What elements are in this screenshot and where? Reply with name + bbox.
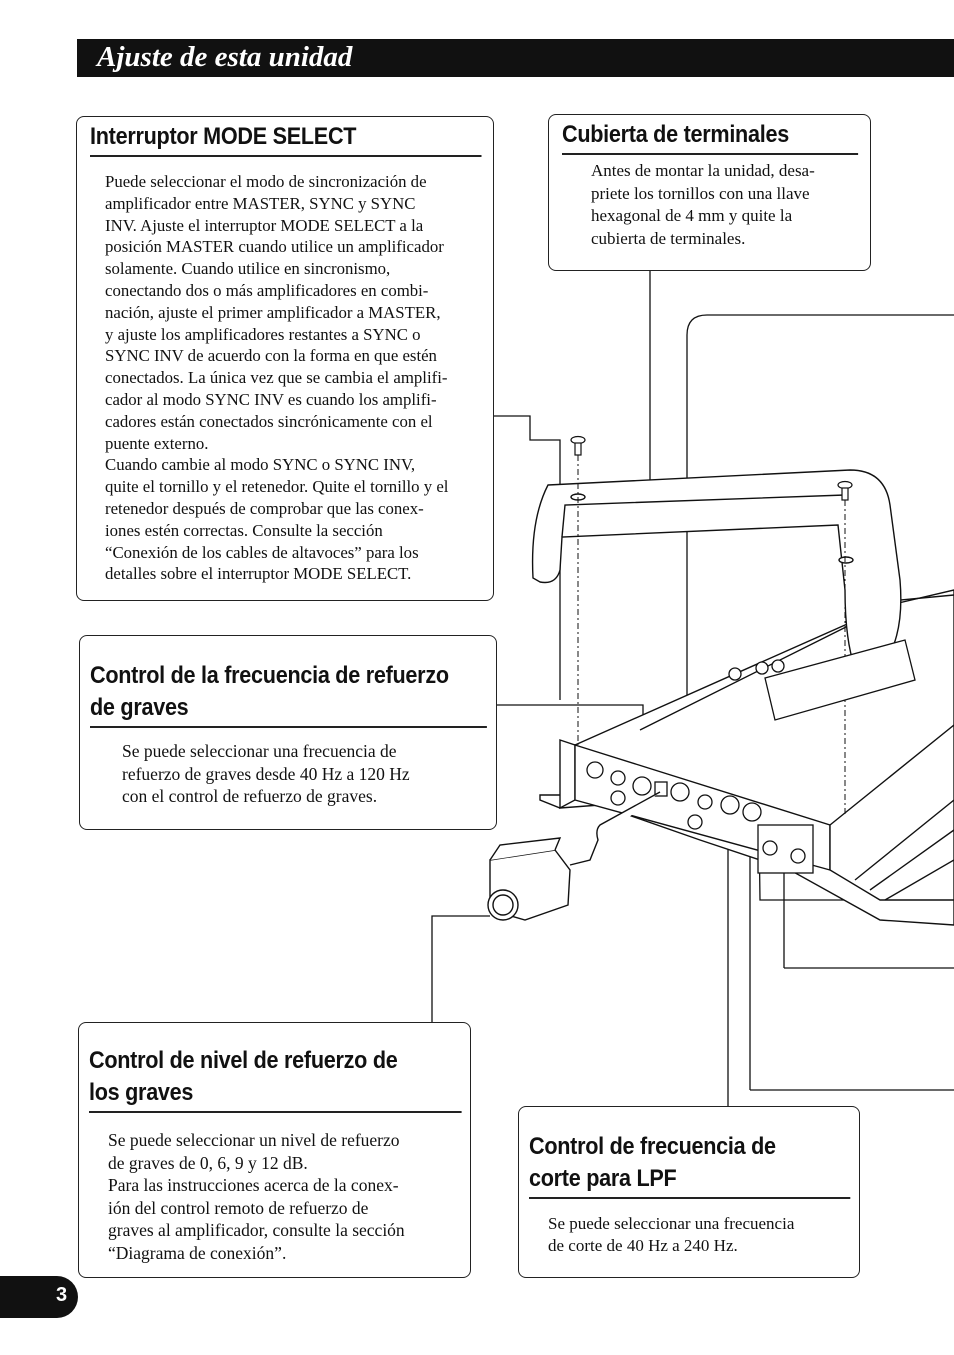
mode-select-box (76, 116, 494, 601)
bass-level-text: Se puede seleccionar un nivel de refuerzo de graves de 0, 6, 9 y 12 dB. Para las instrucciones acerca de la conex- ión del control remoto de refuerzo de graves al amplificador, consulte la sección “Diagrama de conexión”. (108, 1130, 405, 1263)
lpf-text: Se puede seleccionar una frecuencia de corte de 40 Hz a 240 Hz. (548, 1214, 795, 1255)
section-title: Ajuste de esta unidad (97, 41, 353, 73)
lpf-title: Control de frecuencia de corte para LPF (529, 1131, 851, 1199)
terminal-cover-box (548, 114, 871, 271)
bass-frequency-text: Se puede seleccionar una frecuencia de refuerzo de graves desde 40 Hz a 120 Hz con el control de refuerzo de graves. (122, 741, 410, 806)
bass-level-title: Control de nivel de refuerzo de los graves (89, 1045, 462, 1113)
bass-frequency-box (79, 635, 497, 830)
lpf-box (518, 1106, 860, 1278)
page-number: 3 (56, 1284, 68, 1306)
mode-select-text: Puede seleccionar el modo de sincronización de amplificador entre MASTER, SYNC y SYNC INV. Ajuste el interruptor MODE SELECT a la posición MASTER cuando utilice un amplificador solamente. Cuando utilice en sincronismo, conectando dos o más amplificadores en combi- nación, ajuste el primer amplificador a MASTER, y ajuste los amplificadores restantes a SYNC o SYNC INV de acuerdo con la forma en que estén conectados. La única vez que se cambia el amplifi- cador al modo SYNC INV es cuando los amplifi- cadores están conectados sincrónicamente con el puente externo. Cuando cambie al modo SYNC o SYNC INV, quite el tornillo y el retenedor. Quite el tornillo y el retenedor después de comprobar que las conex- iones estén correctas. Consulte la sección “Conexión de los cables de altavoces” para los detalles sobre el interruptor MODE SELECT. (105, 172, 449, 584)
mode-select-title: Interruptor MODE SELECT (90, 121, 482, 157)
terminal-cover-text: Antes de montar la unidad, desa- priete los tornillos con una llave hexagonal de 4 mm y quite la cubierta de terminales. (591, 161, 815, 248)
screw-left (571, 437, 585, 456)
bass-level-box (78, 1022, 471, 1278)
bass-frequency-title: Control de la frecuencia de refuerzo de graves (90, 660, 487, 728)
bass-remote-control (488, 792, 660, 920)
terminal-cover-title: Cubierta de terminales (562, 119, 858, 155)
page-number-badge (0, 1276, 78, 1318)
leader-line-bass-level (432, 916, 490, 1022)
leader-line-right-3 (687, 315, 954, 335)
